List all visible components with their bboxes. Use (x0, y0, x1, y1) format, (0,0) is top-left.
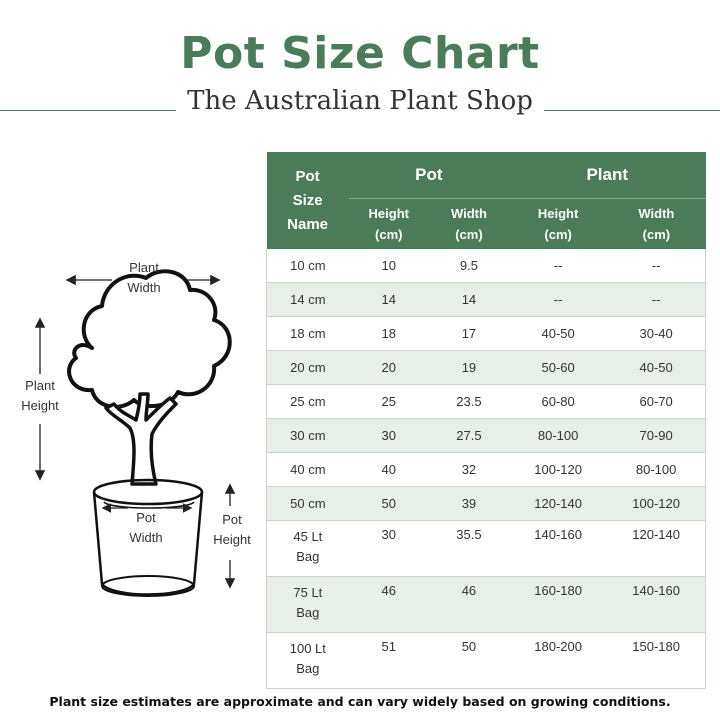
page-subtitle: The Australian Plant Shop (187, 86, 533, 116)
cell-name-line: 14 cm (290, 292, 326, 307)
cell-pot-height: 30 (349, 419, 429, 453)
plant-height-label (14, 376, 66, 416)
cell-name-line: 45 Lt (293, 529, 323, 544)
pot-width-label (118, 508, 174, 548)
cell-pot-width: 23.5 (429, 385, 509, 419)
plant-height-label-line1: Plant (25, 378, 55, 393)
cell-plant-width: -- (607, 283, 705, 317)
cell-plant-width: 150-180 (607, 633, 705, 689)
cell-plant-height: 100-120 (509, 453, 607, 487)
subheader-text: Height (537, 206, 579, 221)
table-row (267, 453, 706, 487)
cell-pot-width: 46 (429, 577, 509, 633)
cell-pot-size-name (267, 317, 349, 351)
column-header-pot-size-name (267, 152, 349, 249)
cell-name-line: 30 cm (290, 428, 326, 443)
pot-width-label-line2: Width (129, 530, 163, 545)
cell-plant-width: 80-100 (607, 453, 705, 487)
cell-name-line: 50 cm (290, 496, 326, 511)
subheader-plant-height (509, 199, 607, 250)
table-row (267, 419, 706, 453)
cell-pot-size-name (267, 487, 349, 521)
cell-pot-width: 19 (429, 351, 509, 385)
cell-plant-width: -- (607, 249, 705, 283)
cell-plant-width: 120-140 (607, 521, 705, 577)
pot-height-label-line2: Height (213, 532, 251, 547)
cell-name-line: 25 cm (290, 394, 326, 409)
subheader-text: Width (450, 206, 487, 221)
pot-plant-illustration (0, 240, 266, 620)
cell-plant-width: 140-160 (607, 577, 705, 633)
table-row (267, 577, 706, 633)
cell-plant-height: -- (509, 249, 607, 283)
subheader-text: Width (638, 206, 675, 221)
cell-pot-size-name (267, 419, 349, 453)
table-row (267, 521, 706, 577)
cell-name-line: 18 cm (290, 326, 326, 341)
table-row (267, 249, 706, 283)
cell-plant-height: -- (509, 283, 607, 317)
subheader-pot-width (429, 199, 509, 250)
subtitle-row (0, 86, 720, 122)
plant-width-label-line2: Width (127, 280, 161, 295)
subheader-pot-height (349, 199, 429, 250)
cell-name-line: Bag (296, 605, 320, 620)
cell-plant-height: 60-80 (509, 385, 607, 419)
cell-plant-height: 140-160 (509, 521, 607, 577)
cell-pot-width: 35.5 (429, 521, 509, 577)
cell-pot-size-name (267, 249, 349, 283)
table-row (267, 633, 706, 689)
footer-note: Plant size estimates are approximate and can vary widely based on growing conditions. (49, 694, 671, 709)
cell-plant-height: 120-140 (509, 487, 607, 521)
cell-plant-width: 40-50 (607, 351, 705, 385)
divider-left (0, 110, 176, 111)
subheader-unit: (cm) (375, 227, 403, 242)
table-row (267, 317, 706, 351)
cell-pot-height: 14 (349, 283, 429, 317)
cell-pot-size-name (267, 453, 349, 487)
cell-plant-height: 180-200 (509, 633, 607, 689)
header-name-line1: Pot (295, 167, 320, 185)
cell-pot-height: 20 (349, 351, 429, 385)
table-row (267, 283, 706, 317)
cell-pot-width: 50 (429, 633, 509, 689)
cell-pot-size-name (267, 633, 349, 689)
plant-width-label-line1: Plant (129, 260, 159, 275)
cell-pot-height: 18 (349, 317, 429, 351)
group-header-pot: Pot (415, 165, 443, 184)
cell-pot-height: 30 (349, 521, 429, 577)
group-header-plant: Plant (586, 165, 629, 184)
subheader-plant-width (607, 199, 705, 250)
pot-width-label-line1: Pot (136, 510, 156, 525)
subheader-unit: (cm) (544, 227, 572, 242)
plant-height-label-line2: Height (21, 398, 59, 413)
cell-pot-width: 14 (429, 283, 509, 317)
cell-pot-width: 39 (429, 487, 509, 521)
cell-plant-width: 30-40 (607, 317, 705, 351)
table-row (267, 385, 706, 419)
table-body (267, 249, 706, 689)
cell-pot-size-name (267, 283, 349, 317)
cell-pot-width: 9.5 (429, 249, 509, 283)
cell-plant-width: 70-90 (607, 419, 705, 453)
plant-width-label (116, 258, 172, 298)
cell-pot-width: 32 (429, 453, 509, 487)
table-row (267, 487, 706, 521)
subheader-unit: (cm) (455, 227, 483, 242)
divider-right (544, 110, 720, 111)
cell-pot-height: 10 (349, 249, 429, 283)
cell-pot-height: 40 (349, 453, 429, 487)
pot-height-label-line1: Pot (222, 512, 242, 527)
cell-pot-size-name (267, 577, 349, 633)
cell-plant-height: 50-60 (509, 351, 607, 385)
table-row (267, 351, 706, 385)
cell-pot-width: 17 (429, 317, 509, 351)
cell-name-line: Bag (296, 549, 320, 564)
cell-name-line: 20 cm (290, 360, 326, 375)
page-title: Pot Size Chart (180, 28, 540, 79)
subheader-unit: (cm) (642, 227, 671, 242)
cell-name-line: 10 cm (290, 258, 326, 273)
cell-pot-height: 25 (349, 385, 429, 419)
cell-pot-size-name (267, 521, 349, 577)
cell-name-line: 100 Lt (289, 641, 326, 656)
cell-plant-height: 40-50 (509, 317, 607, 351)
cell-plant-width: 100-120 (607, 487, 705, 521)
pot-height-label (206, 510, 258, 550)
header-name-line2: Size (292, 191, 323, 209)
header-name-line3: Name (287, 215, 329, 233)
cell-pot-width: 27.5 (429, 419, 509, 453)
cell-pot-height: 50 (349, 487, 429, 521)
cell-pot-height: 51 (349, 633, 429, 689)
cell-name-line: 40 cm (290, 462, 326, 477)
cell-pot-height: 46 (349, 577, 429, 633)
cell-pot-size-name (267, 351, 349, 385)
cell-name-line: 75 Lt (293, 585, 323, 600)
cell-pot-size-name (267, 385, 349, 419)
cell-name-line: Bag (296, 661, 320, 676)
cell-plant-height: 160-180 (509, 577, 607, 633)
subheader-text: Height (368, 206, 409, 221)
tree-trunk-icon (106, 394, 176, 484)
pot-size-table (266, 152, 706, 689)
cell-plant-width: 60-70 (607, 385, 705, 419)
cell-plant-height: 80-100 (509, 419, 607, 453)
